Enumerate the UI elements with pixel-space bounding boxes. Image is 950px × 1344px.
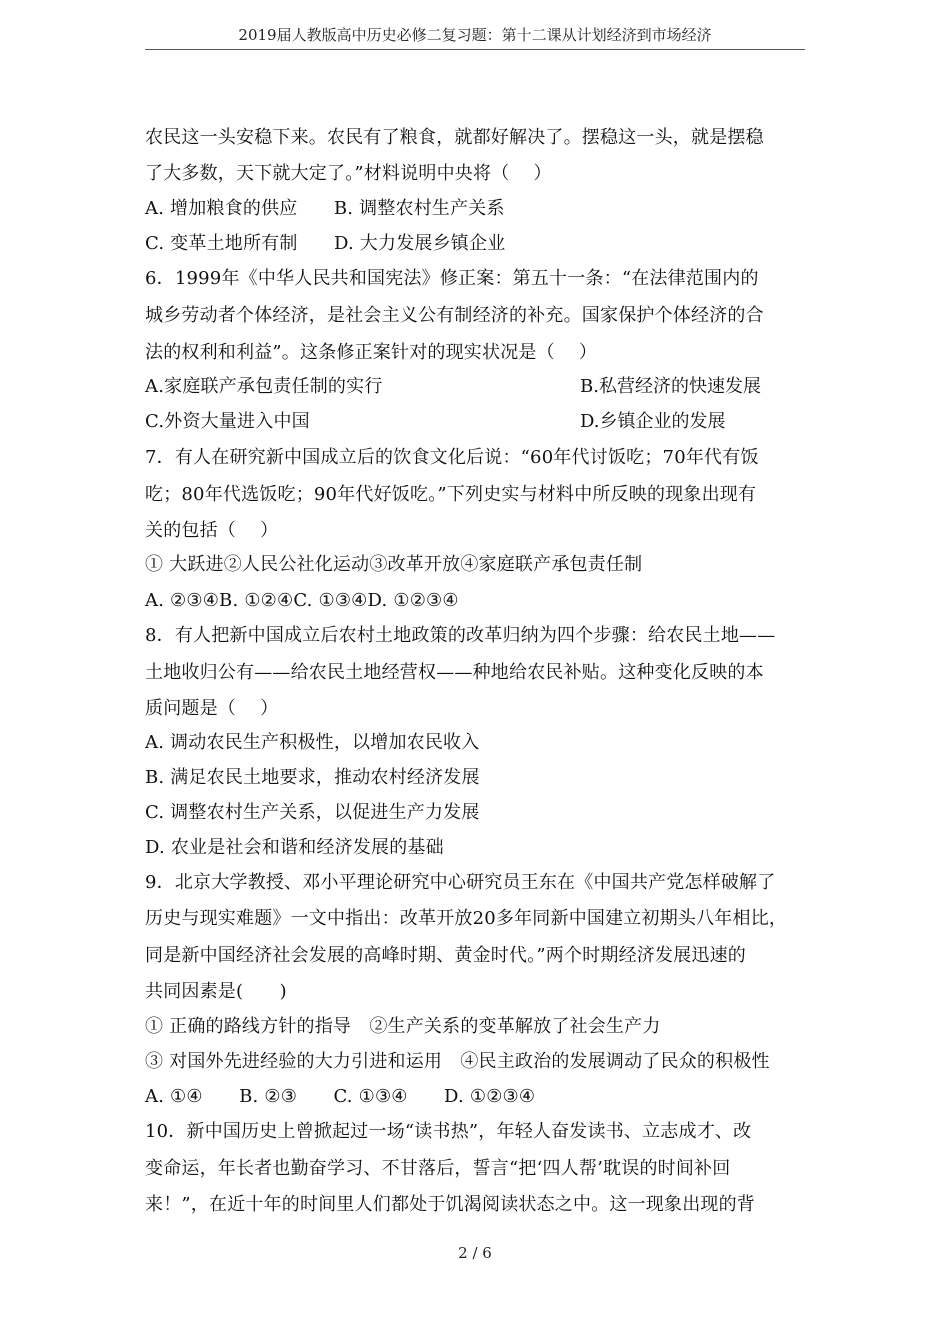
- option-c: C.外资大量进入中国: [145, 411, 310, 432]
- text-line: 了大多数，天下就大定了。”材料说明中央将（ ）: [145, 163, 552, 184]
- option-line: A. ②③④B. ①②④C. ①③④D. ①②③④: [145, 590, 459, 611]
- text-line: 质问题是（ ）: [145, 698, 279, 719]
- option-b: B. 满足农民土地要求，推动农村经济发展: [145, 767, 480, 788]
- text-line: 法的权利和利益”。这条修正案针对的现实状况是（ ）: [145, 342, 598, 363]
- option-a: A.家庭联产承包责任制的实行: [145, 376, 383, 397]
- text-line: 农民这一头安稳下来。农民有了粮食，就都好解决了。摆稳这一头，就是摆稳: [145, 127, 764, 148]
- question-6: 6．1999年《中华人民共和国宪法》修正案：第五十一条：“在法律范围内的: [145, 268, 759, 289]
- question-7: 7．有人在研究新中国成立后的饮食文化后说：“60年代讨饭吃；70年代有饭: [145, 447, 759, 468]
- text-line: ① 大跃进②人民公社化运动③改革开放④家庭联产承包责任制: [145, 554, 643, 575]
- text-line: ① 正确的路线方针的指导 ②生产关系的变革解放了社会生产力: [145, 1016, 661, 1037]
- text-line: 城乡劳动者个体经济，是社会主义公有制经济的补充。国家保护个体经济的合: [145, 305, 764, 326]
- text-line: 吃；80年代选饭吃；90年代好饭吃。”下列史实与材料中所反映的现象出现有: [145, 484, 757, 505]
- option-d: D. 农业是社会和谐和经济发展的基础: [145, 837, 444, 858]
- text-line: 变命运，年长者也勤奋学习、不甘落后，誓言“把‘四人帮’耽误的时间补回: [145, 1158, 731, 1179]
- text-line: 土地收归公有——给农民土地经营权——种地给农民补贴。这种变化反映的本: [145, 662, 764, 683]
- text-line: 共同因素是( ): [145, 981, 287, 1002]
- option-b: B.私营经济的快速发展: [580, 376, 761, 397]
- option-d: D.乡镇企业的发展: [580, 411, 726, 432]
- page-header-title: 2019届人教版高中历史必修二复习题：第十二课从计划经济到市场经济: [238, 26, 712, 44]
- text-line: ③ 对国外先进经验的大力引进和运用 ④民主政治的发展调动了民众的积极性: [145, 1051, 770, 1072]
- question-10: 10．新中国历史上曾掀起过一场“读书热”，年轻人奋发读书、立志成才、改: [145, 1121, 752, 1142]
- page-number: 2 / 6: [458, 1244, 492, 1262]
- option-line: C. 变革土地所有制 D. 大力发展乡镇企业: [145, 233, 506, 254]
- option-a: A. 调动农民生产积极性，以增加农民收入: [145, 732, 480, 753]
- text-line: 来！”，在近十年的时间里人们都处于饥渴阅读状态之中。这一现象出现的背: [145, 1194, 755, 1215]
- text-line: 历史与现实难题》一文中指出：改革开放20多年同新中国建立初期头八年相比，: [145, 908, 788, 929]
- text-line: 同是新中国经济社会发展的高峰时期、黄金时代。”两个时期经济发展迅速的: [145, 945, 746, 966]
- header-divider: [145, 49, 805, 50]
- question-8: 8．有人把新中国成立后农村土地政策的改革归纳为四个步骤：给农民土地——: [145, 625, 776, 646]
- option-c: C. 调整农村生产关系，以促进生产力发展: [145, 802, 480, 823]
- text-line: 关的包括（ ）: [145, 520, 279, 541]
- question-9: 9．北京大学教授、邓小平理论研究中心研究员王东在《中国共产党怎样破解了: [145, 872, 776, 893]
- option-line: A. ①④ B. ②③ C. ①③④ D. ①②③④: [145, 1086, 536, 1107]
- option-line: A. 增加粮食的供应 B. 调整农村生产关系: [145, 198, 505, 219]
